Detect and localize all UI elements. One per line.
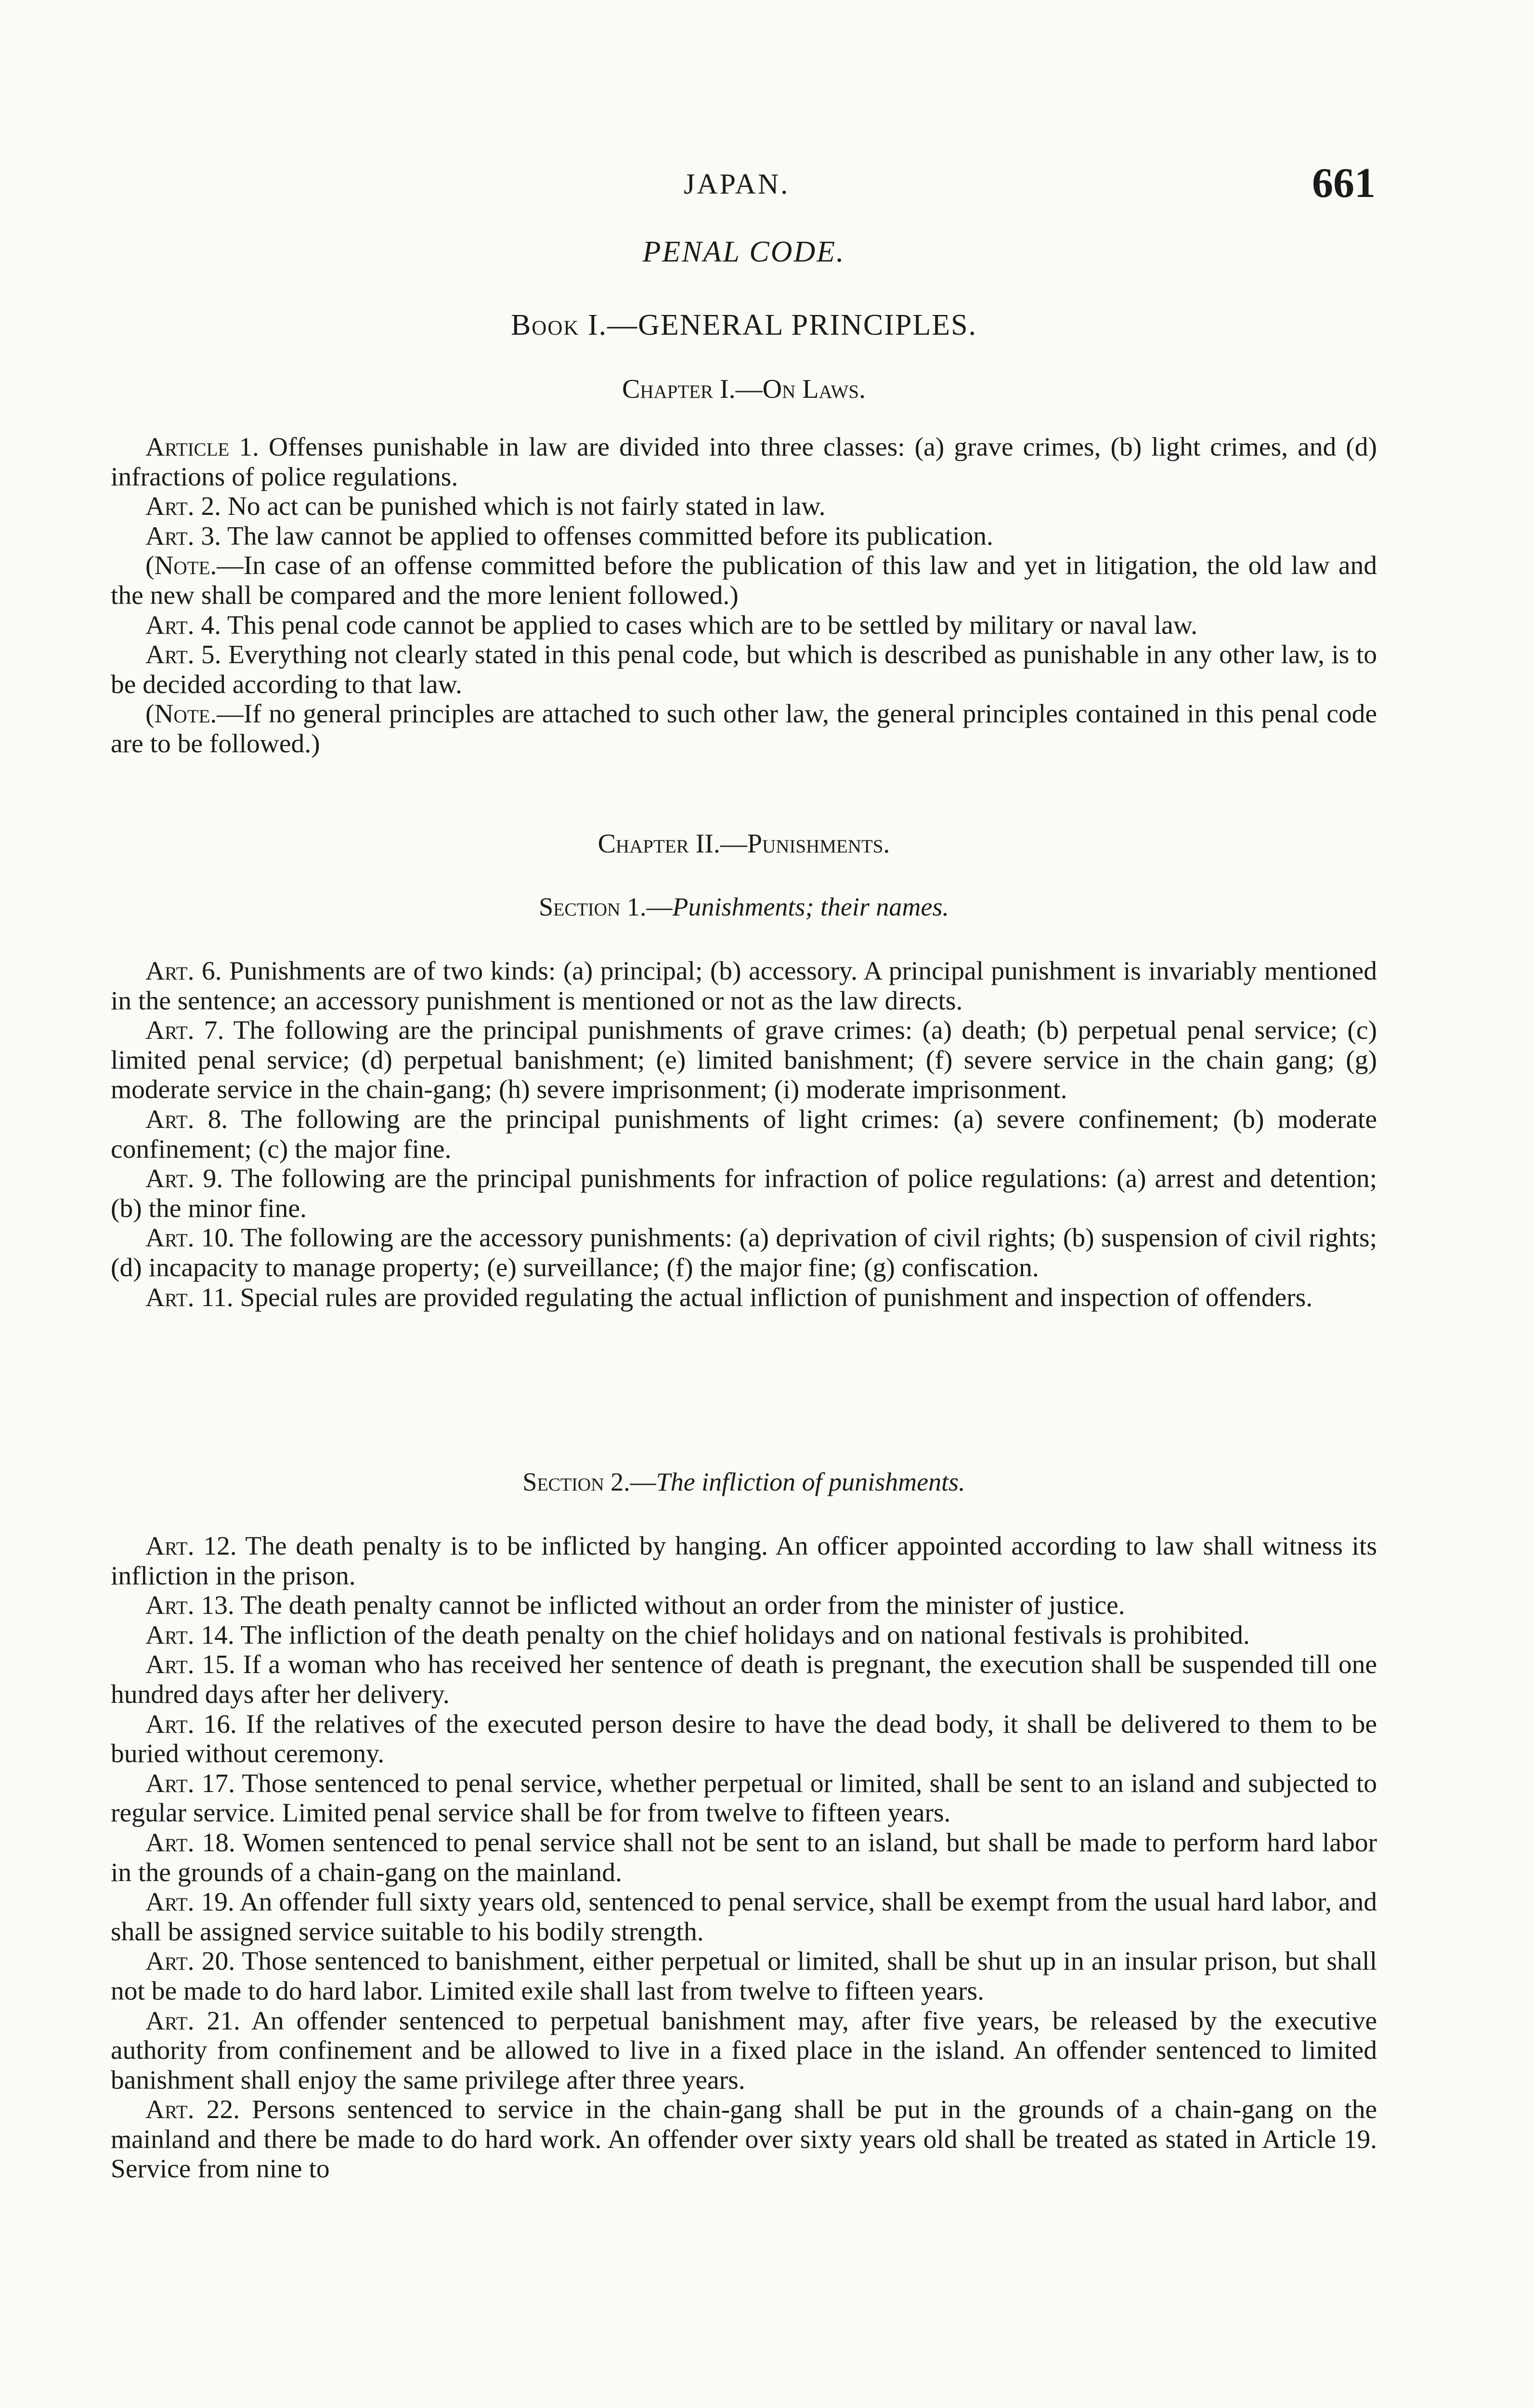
article-text: Special rules are provided regulating the actual infliction of punishment and inspection of offenders. bbox=[240, 1283, 1313, 1312]
section-1-heading bbox=[111, 892, 1377, 922]
article-text: The infliction of the death penalty on the chief holidays and on national festivals is prohibited. bbox=[240, 1620, 1250, 1650]
section-2-heading bbox=[111, 1467, 1377, 1497]
note-text: —In case of an offense committed before the publication of this law and yet in litigation, the old law and the new shall be compared and the more lenient followed.) bbox=[111, 551, 1377, 610]
note-label: (Note. bbox=[145, 551, 217, 581]
article-text: The following are the principal punishments for infraction of police regulations: (a) arrest and detention; (b) the minor fine. bbox=[111, 1164, 1377, 1223]
article-label: Art. 19. bbox=[145, 1887, 234, 1917]
article-label: Art. 12. bbox=[145, 1531, 237, 1561]
article-label: Art. 14. bbox=[145, 1620, 234, 1650]
article-text: The following are the accessory punishments: (a) deprivation of civil rights; (b) suspension of civil rights; (d) incapacity to manage property; (e) surveillance; (f) the major fine; (g) confiscation. bbox=[111, 1223, 1377, 1283]
article-label: Art. 9. bbox=[145, 1164, 223, 1194]
section-label: Section 2.— bbox=[522, 1467, 656, 1496]
article-paragraph bbox=[111, 1105, 1377, 1164]
book-heading: Book I.—GENERAL PRINCIPLES. bbox=[510, 309, 977, 341]
article-label: Art. 4. bbox=[145, 610, 221, 640]
article-text: Offenses punishable in law are divided into three classes: (a) grave crimes, (b) light crimes, and (d) infractions of police regulations. bbox=[111, 432, 1377, 492]
article-text: Punishments are of two kinds: (a) principal; (b) accessory. A principal punishment is invariably mentioned in the sentence; an accessory punishment is mentioned or not as the law directs. bbox=[111, 956, 1377, 1016]
article-paragraph bbox=[111, 2095, 1377, 2184]
article-label: Art. 10. bbox=[145, 1223, 235, 1253]
article-text: The death penalty cannot be inflicted without an order from the minister of justice. bbox=[240, 1591, 1125, 1621]
article-label: Art. 17. bbox=[145, 1768, 235, 1798]
article-paragraph bbox=[111, 1591, 1377, 1621]
section-title: Punishments; their names. bbox=[672, 892, 949, 921]
article-paragraph bbox=[111, 522, 1377, 551]
article-label: Art. 6. bbox=[145, 956, 222, 986]
article-paragraph bbox=[111, 611, 1377, 641]
article-paragraph bbox=[111, 1016, 1377, 1105]
article-label: Art. 20. bbox=[145, 1947, 235, 1976]
article-label: Art. 18. bbox=[145, 1828, 235, 1858]
note-paragraph bbox=[111, 699, 1377, 759]
article-label: Art. 22. bbox=[145, 2095, 240, 2125]
article-paragraph bbox=[111, 492, 1377, 522]
code-title: PENAL CODE. bbox=[642, 236, 845, 268]
article-label: Art. 8. bbox=[145, 1104, 228, 1134]
article-label: Art. 5. bbox=[145, 640, 221, 670]
section-1-body bbox=[111, 956, 1377, 1312]
article-text: Persons sentenced to service in the chain-gang shall be put in the grounds of a chain-gang on the mainland and there be made to do hard work. An offender over sixty years old shall be treated as stated in Article 19. Service from nine to bbox=[111, 2095, 1377, 2184]
article-paragraph bbox=[111, 2006, 1377, 2095]
chapter-2-heading: Chapter II.—Punishments. bbox=[598, 829, 890, 859]
article-paragraph bbox=[111, 1531, 1377, 1591]
article-paragraph bbox=[111, 1828, 1377, 1887]
article-paragraph bbox=[111, 1947, 1377, 2006]
article-paragraph bbox=[111, 640, 1377, 699]
article-label: Art. 2. bbox=[145, 492, 221, 522]
article-paragraph bbox=[111, 1769, 1377, 1828]
article-paragraph bbox=[111, 956, 1377, 1016]
article-paragraph bbox=[111, 1650, 1377, 1709]
article-text: The following are the principal punishments of grave crimes: (a) death; (b) perpetual penal service; (c) limited penal service; (d) perpetual banishment; (e) limited banishment; (f) severe service in the chain gang; (g) moderate service in the chain-gang; (h) severe imprisonment; (i) moderate imprisonment. bbox=[111, 1016, 1377, 1105]
article-paragraph bbox=[111, 1621, 1377, 1650]
article-label: Article 1. bbox=[145, 432, 259, 462]
article-text: Those sentenced to penal service, whether perpetual or limited, shall be sent to an island and subjected to regular service. Limited penal service shall be for from twelve to fifteen years. bbox=[111, 1768, 1377, 1828]
article-text: Those sentenced to banishment, either perpetual or limited, shall be shut up in an insular prison, but shall not be made to do hard labor. Limited exile shall last from twelve to fifteen years. bbox=[111, 1947, 1377, 2006]
article-label: Art. 15. bbox=[145, 1650, 235, 1680]
article-label: Art. 16. bbox=[145, 1709, 237, 1739]
article-paragraph bbox=[111, 1223, 1377, 1283]
article-text: If a woman who has received her sentence of death is pregnant, the execution shall be suspended till one hundred days after her delivery. bbox=[111, 1650, 1377, 1709]
article-paragraph bbox=[111, 1710, 1377, 1769]
article-paragraph bbox=[111, 1283, 1377, 1313]
article-paragraph bbox=[111, 1164, 1377, 1223]
note-label: (Note. bbox=[145, 699, 217, 729]
chapter-1-body bbox=[111, 432, 1377, 759]
article-label: Art. 21. bbox=[145, 2006, 240, 2036]
chapter-1-heading: Chapter I.—On Laws. bbox=[622, 374, 866, 404]
article-text: Women sentenced to penal service shall not be sent to an island, but shall be made to perform hard labor in the grounds of a chain-gang on the mainland. bbox=[111, 1828, 1377, 1887]
article-label: Art. 3. bbox=[145, 521, 221, 551]
article-label: Art. 13. bbox=[145, 1591, 234, 1621]
article-label: Art. 11. bbox=[145, 1283, 234, 1312]
section-2-body bbox=[111, 1531, 1377, 2184]
running-title: JAPAN. bbox=[684, 168, 790, 200]
note-paragraph bbox=[111, 551, 1377, 610]
page-number: 661 bbox=[1312, 160, 1376, 207]
article-text: An offender sentenced to perpetual banishment may, after five years, be released by the executive authority from confinement and be allowed to live in a fixed place in the island. An offender sentenced to limited banishment shall enjoy the same privilege after three years. bbox=[111, 2006, 1377, 2095]
article-paragraph bbox=[111, 1887, 1377, 1947]
article-text: No act can be punished which is not fairly stated in law. bbox=[227, 492, 826, 522]
article-text: The law cannot be applied to offenses committed before its publication. bbox=[227, 521, 993, 551]
article-text: The death penalty is to be inflicted by hanging. An officer appointed according to law shall witness its infliction in the prison. bbox=[111, 1531, 1377, 1591]
article-text: Everything not clearly stated in this penal code, but which is described as punishable in any other law, is to be decided according to that law. bbox=[111, 640, 1377, 699]
article-text: The following are the principal punishments of light crimes: (a) severe confinement; (b) moderate confinement; (c) the major fine. bbox=[111, 1104, 1377, 1164]
article-label: Art. 7. bbox=[145, 1016, 224, 1046]
section-label: Section 1.— bbox=[539, 892, 673, 921]
article-paragraph bbox=[111, 432, 1377, 492]
note-text: —If no general principles are attached to such other law, the general principles contained in this penal code are to be followed.) bbox=[111, 699, 1377, 759]
running-head bbox=[0, 159, 1533, 212]
article-text: This penal code cannot be applied to cases which are to be settled by military or naval law. bbox=[227, 610, 1198, 640]
section-title: The infliction of punishments. bbox=[656, 1467, 965, 1496]
article-text: An offender full sixty years old, sentenced to penal service, shall be exempt from the usual hard labor, and shall be assigned service suitable to his bodily strength. bbox=[111, 1887, 1377, 1947]
article-text: If the relatives of the executed person desire to have the dead body, it shall be delivered to them to be buried without ceremony. bbox=[111, 1709, 1377, 1769]
